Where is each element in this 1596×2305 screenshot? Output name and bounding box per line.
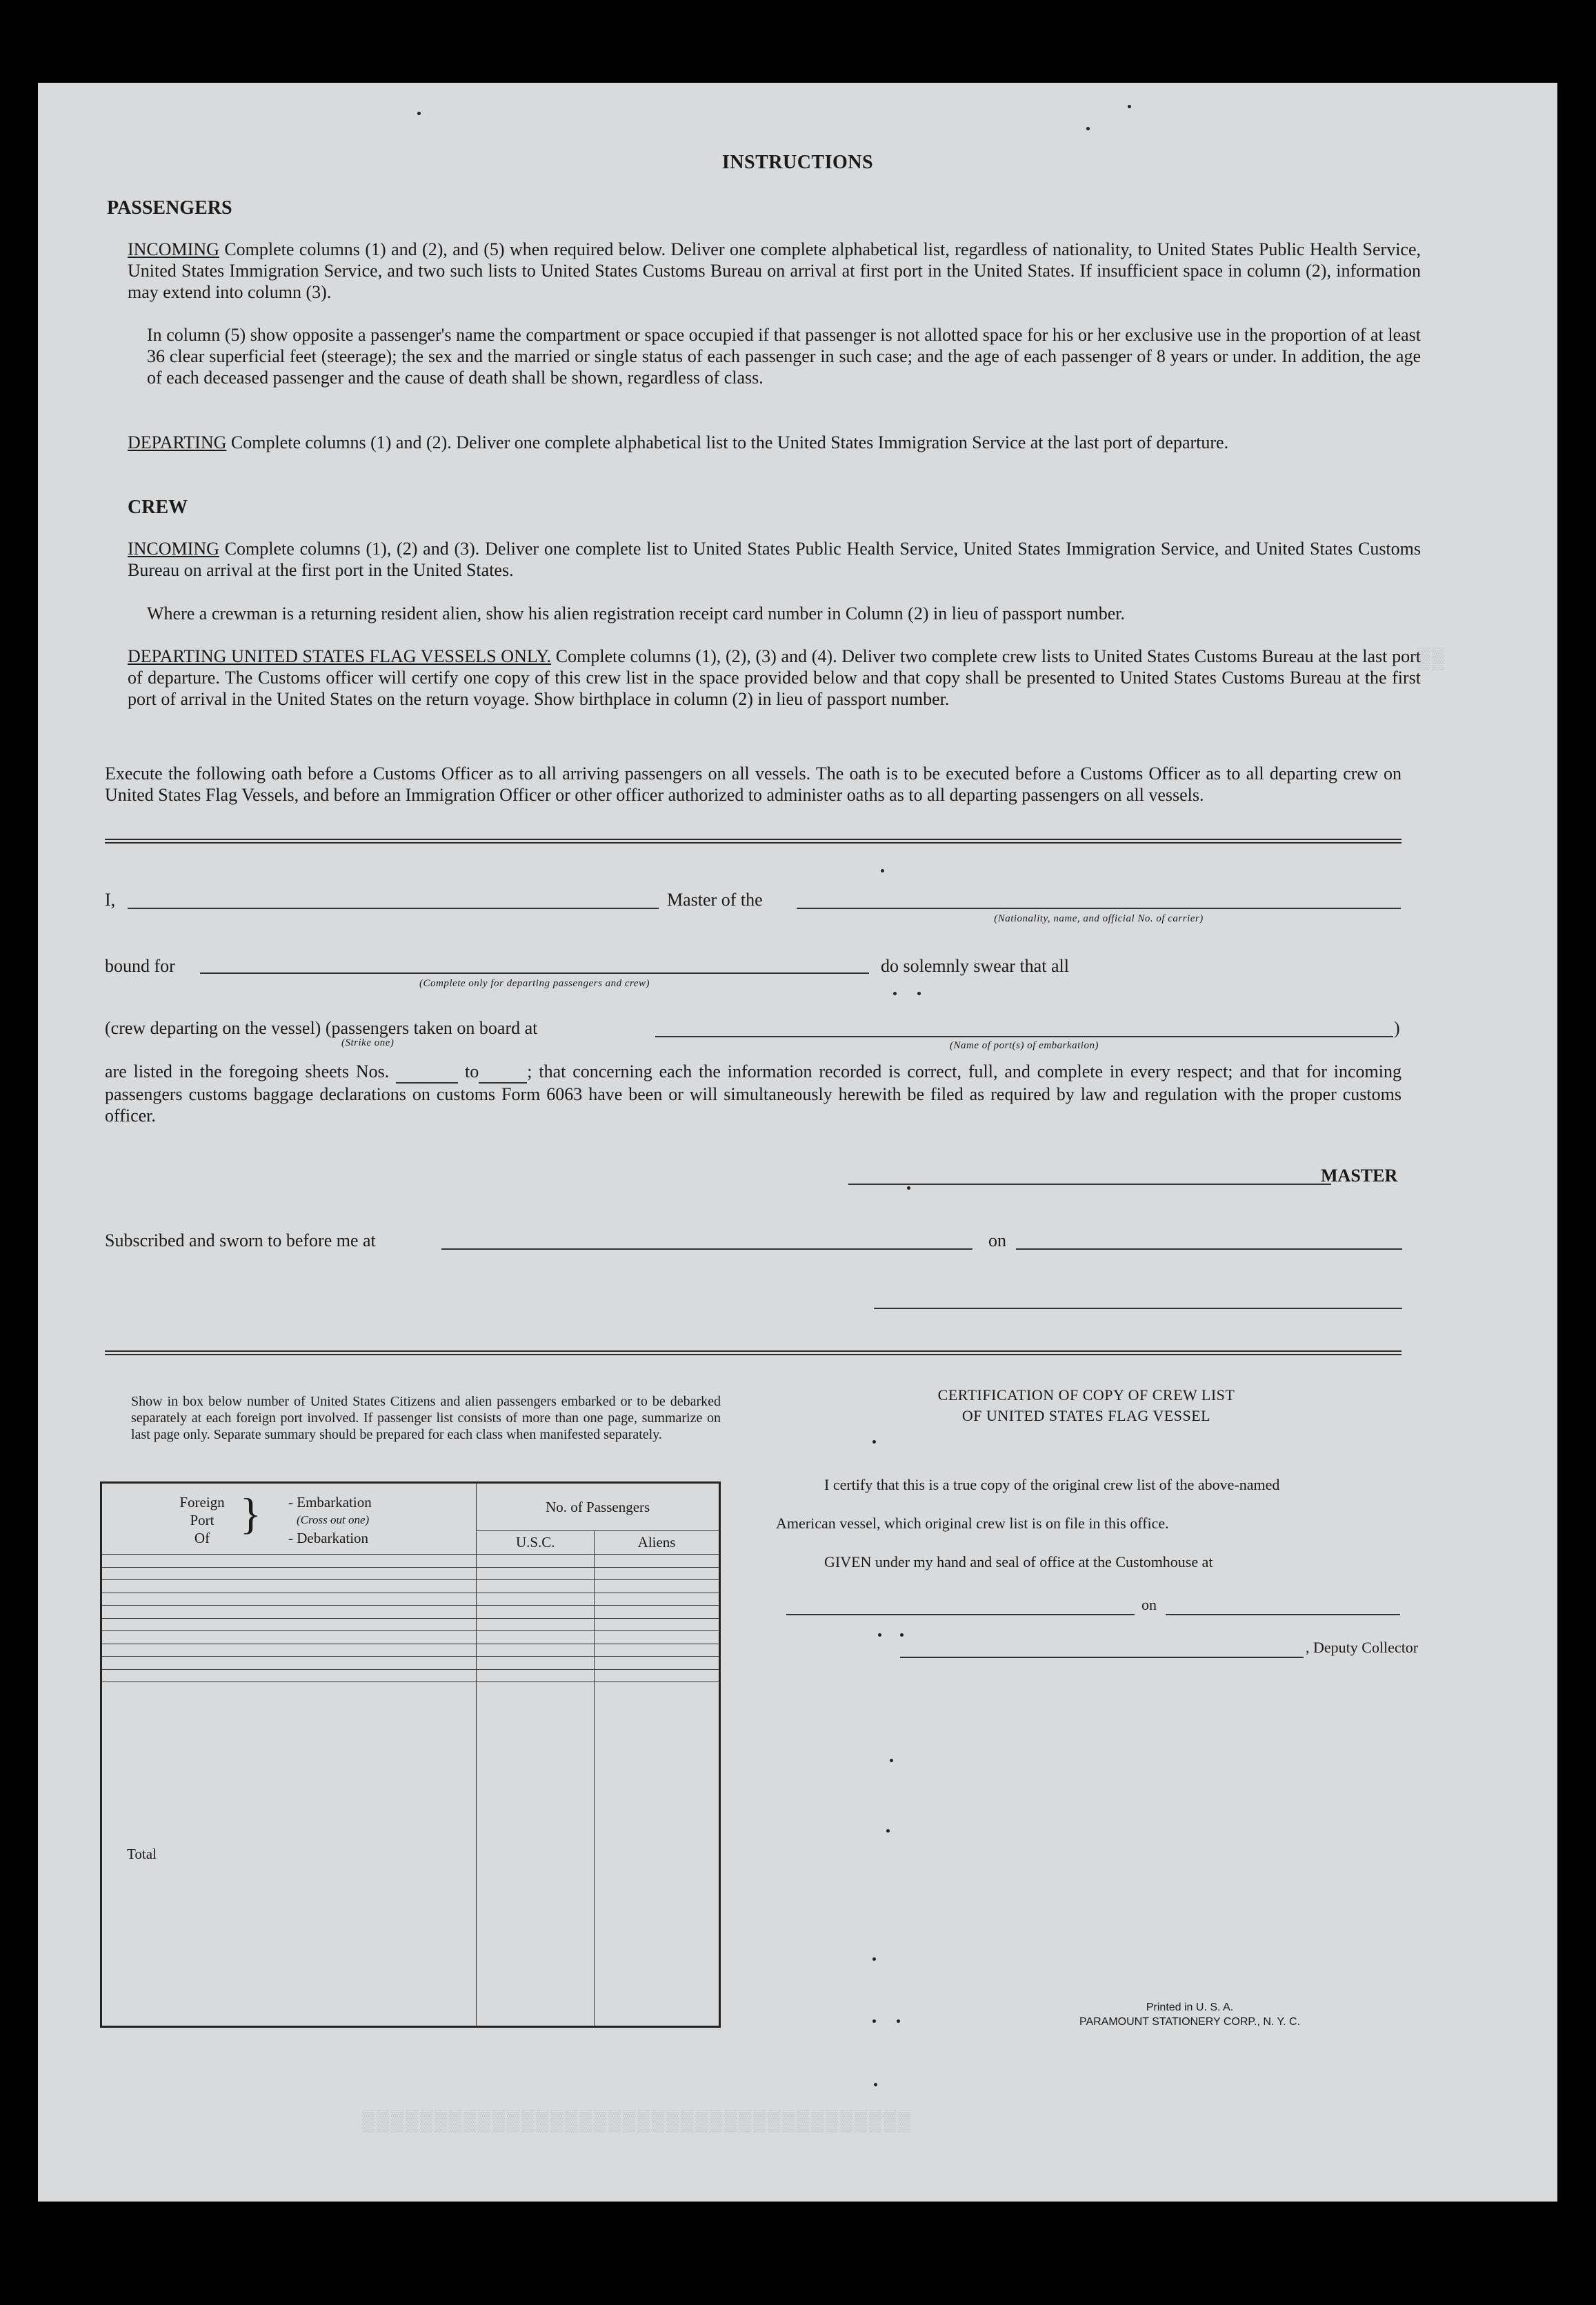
- crew-resident-paragraph: Where a crewman is a returning resident alien, show his alien registration receipt card number in Column (2) in lieu of passport number.: [147, 603, 1126, 623]
- dust-speck: [874, 2083, 877, 2086]
- crew-incoming-text: Complete columns (1), (2) and (3). Deliver one complete list to United States Public Health Service, United States Immigration Service, and United States Customs Bureau on arrival at the first port in the United States.: [128, 539, 1422, 580]
- sheet-to-field[interactable]: [479, 1061, 527, 1084]
- crew-departing-text: Complete columns (1), (2), (3) and (4). Deliver two complete crew lists to United States Customs Bureau at the last port of departure. The Customs officer will certify one copy of this crew list in the space provided below and that copy shall be presented to United States Customs Bureau at the first port of arrival in the United States on the return voyage. Show birthplace in column (2) in lieu of passport number.: [128, 646, 1421, 709]
- column5-paragraph: In column (5) show opposite a passenger's name the compartment or space occupied if that passenger is not allotted space for his or her exclusive use in the proportion of at least 36 clear superficial feet (steerage); the sex and the married or single status of each passenger in such case; and the age of each passenger of 8 years or under. In addition, the age of each deceased passenger and the cause of death shall be shown, regardless of class.: [147, 325, 1421, 388]
- nationality-caption: (Nationality, name, and official No. of carrier): [994, 913, 1204, 924]
- foreign-label: Foreign: [179, 1494, 225, 1510]
- strike-caption: (Strike one): [341, 1037, 395, 1048]
- dust-speck: [893, 992, 897, 995]
- given-text: GIVEN under my hand and seal of office at the Customhouse at: [824, 1553, 1213, 1570]
- certify-line2: American vessel, which original crew list is on file in this office.: [776, 1515, 1169, 1532]
- bleed-through-mark: ▒▒: [1417, 648, 1447, 672]
- passengers-departing-paragraph: [128, 432, 1421, 453]
- dust-speck: [881, 869, 884, 872]
- bleed-through-mark: ▒▒▒▒▒▒▒▒▒▒▒▒▒▒▒▒▒▒▒▒▒▒▒▒▒▒▒▒▒▒▒▒▒▒▒▒▒▒: [362, 2111, 913, 2134]
- debarkation-label: - Debarkation: [288, 1530, 369, 1546]
- table-row[interactable]: [101, 1669, 720, 1682]
- passengers-incoming-label: INCOMING: [128, 239, 219, 259]
- summary-note: Show in box below number of United States Citizens and alien passengers embarked or to be debarked separately at each foreign port involved. If passenger list consists of more than one page, summarize on last page only. Separate summary should be prepared for each class when manifested separately.: [131, 1394, 721, 1442]
- dust-speck: [872, 1440, 876, 1444]
- no-passengers-header: No. of Passengers: [477, 1483, 720, 1531]
- cross-out-label: (Cross out one): [297, 1513, 370, 1526]
- cert-date-field[interactable]: [1166, 1614, 1400, 1615]
- passenger-summary-table: [100, 1481, 721, 2028]
- printer-line2: PARAMOUNT STATIONERY CORP., N. Y. C.: [1079, 2016, 1301, 2028]
- close-paren: ): [1394, 1018, 1400, 1038]
- section-divider: [105, 839, 1402, 844]
- master-signature-field[interactable]: [848, 1184, 1331, 1185]
- dust-speck: [917, 992, 921, 995]
- bound-caption: (Complete only for departing passengers and crew): [419, 978, 650, 989]
- listed-suffix: ; that concerning each the information recorded is correct, full, and complete in every respect; and that for incoming passengers customs baggage declarations on customs Form 6063 have been or will simultaneously herewith be filed as required by law and regulation with the proper customs officer.: [105, 1061, 1402, 1126]
- dust-speck: [872, 2019, 876, 2023]
- certification-title-line1: CERTIFICATION OF COPY OF CREW LIST: [937, 1386, 1235, 1404]
- dust-speck: [878, 1633, 881, 1637]
- foreign-port-of-label: [171, 1493, 233, 1547]
- dust-speck: [907, 1186, 910, 1190]
- embarkation-label: - Embarkation: [288, 1494, 372, 1510]
- dust-speck: [417, 112, 421, 115]
- section-divider: [105, 1350, 1402, 1355]
- port-header-cell: [101, 1483, 477, 1555]
- dust-speck: [900, 1633, 904, 1637]
- deputy-collector-label: , Deputy Collector: [1306, 1639, 1419, 1656]
- table-row[interactable]: [101, 1606, 720, 1619]
- ports-caption: (Name of port(s) of embarkation): [950, 1040, 1099, 1051]
- ports-field[interactable]: [655, 1036, 1393, 1037]
- cert-on-label: on: [1141, 1596, 1157, 1613]
- certify-line1: I certify that this is a true copy of the original crew list of the above-named: [824, 1476, 1280, 1493]
- listed-prefix: are listed in the foregoing sheets Nos.: [105, 1061, 390, 1081]
- total-label: Total: [101, 1682, 477, 2027]
- form-page: [38, 83, 1557, 2202]
- dust-speck: [1086, 127, 1090, 130]
- table-row[interactable]: [101, 1567, 720, 1580]
- dust-speck: [886, 1829, 890, 1833]
- passengers-heading: PASSENGERS: [107, 197, 232, 219]
- crew-departing-label: DEPARTING UNITED STATES FLAG VESSELS ONLY.: [128, 646, 552, 666]
- dust-speck: [897, 2019, 900, 2023]
- passengers-departing-label: DEPARTING: [128, 432, 227, 452]
- bound-for-label: bound for: [105, 956, 175, 976]
- crew-heading: CREW: [128, 497, 188, 518]
- certification-title: [810, 1385, 1362, 1426]
- certification-title-line2: OF UNITED STATES FLAG VESSEL: [961, 1407, 1211, 1424]
- brace-icon: }: [240, 1489, 261, 1538]
- table-row[interactable]: [101, 1555, 720, 1568]
- on-label: on: [988, 1230, 1006, 1250]
- master-label: MASTER: [1321, 1166, 1398, 1186]
- table-row[interactable]: [101, 1618, 720, 1631]
- bound-for-field[interactable]: [200, 972, 869, 974]
- oath-intro: Execute the following oath before a Customs Officer as to all arriving passengers on all vessels. The oath is to be executed before a Customs Officer as to all departing crew on United States Flag Vessels, and before an Immigration Officer or other officer authorized to administer oaths as to all departing passengers on all vessels.: [105, 764, 1402, 805]
- customhouse-field[interactable]: [786, 1614, 1135, 1615]
- passengers-departing-text: Complete columns (1) and (2). Deliver one complete alphabetical list to the United States Immigration Service at the last port of departure.: [230, 432, 1229, 452]
- printer-line1: Printed in U. S. A.: [1146, 2002, 1234, 2013]
- table-row[interactable]: [101, 1657, 720, 1670]
- subscribed-place-field[interactable]: [441, 1248, 972, 1250]
- crew-incoming-paragraph: [128, 538, 1421, 581]
- to-label: to: [465, 1061, 479, 1081]
- dust-speck: [872, 1957, 876, 1961]
- crew-incoming-label: INCOMING: [128, 539, 219, 559]
- carrier-field[interactable]: [797, 908, 1401, 909]
- table-row[interactable]: [101, 1631, 720, 1644]
- total-row[interactable]: [101, 1682, 720, 2027]
- oath-listed-paragraph: [105, 1061, 1402, 1126]
- dust-speck: [890, 1759, 893, 1762]
- crew-departing-label: (crew departing on the vessel) (passengers taken on board at: [105, 1018, 538, 1038]
- usc-header: U.S.C.: [477, 1531, 595, 1555]
- crew-departing-paragraph: [128, 646, 1421, 710]
- table-header-row: [101, 1483, 720, 1531]
- officer-signature-field[interactable]: [874, 1308, 1402, 1309]
- printer-imprint: [1052, 2000, 1328, 2029]
- page-title: INSTRUCTIONS: [721, 152, 874, 173]
- sheet-from-field[interactable]: [396, 1061, 458, 1084]
- subscribed-date-field[interactable]: [1016, 1248, 1402, 1250]
- passengers-incoming-paragraph: [128, 239, 1421, 303]
- embark-options: [288, 1493, 372, 1547]
- table-row[interactable]: [101, 1593, 720, 1606]
- port-label: Port: [190, 1512, 215, 1528]
- aliens-header: Aliens: [595, 1531, 720, 1555]
- swear-label: do solemnly swear that all: [881, 956, 1069, 976]
- master-of-label: Master of the: [667, 890, 763, 910]
- of-label: Of: [194, 1530, 210, 1546]
- subscribed-label: Subscribed and sworn to before me at: [105, 1230, 376, 1250]
- deputy-signature-field[interactable]: [900, 1657, 1304, 1658]
- passengers-incoming-text: Complete columns (1) and (2), and (5) when required below. Deliver one complete alphabetical list, regardless of nationality, to United States Public Health Service, United States Immigration Service, and two such lists to United States Customs Bureau on arrival at first port in the United States. If insufficient space in column (2), information may extend into column (3).: [128, 239, 1422, 302]
- table-row[interactable]: [101, 1644, 720, 1657]
- table-row[interactable]: [101, 1580, 720, 1593]
- oath-i-label: I,: [105, 890, 116, 910]
- master-name-field[interactable]: [128, 908, 659, 909]
- dust-speck: [1128, 105, 1131, 108]
